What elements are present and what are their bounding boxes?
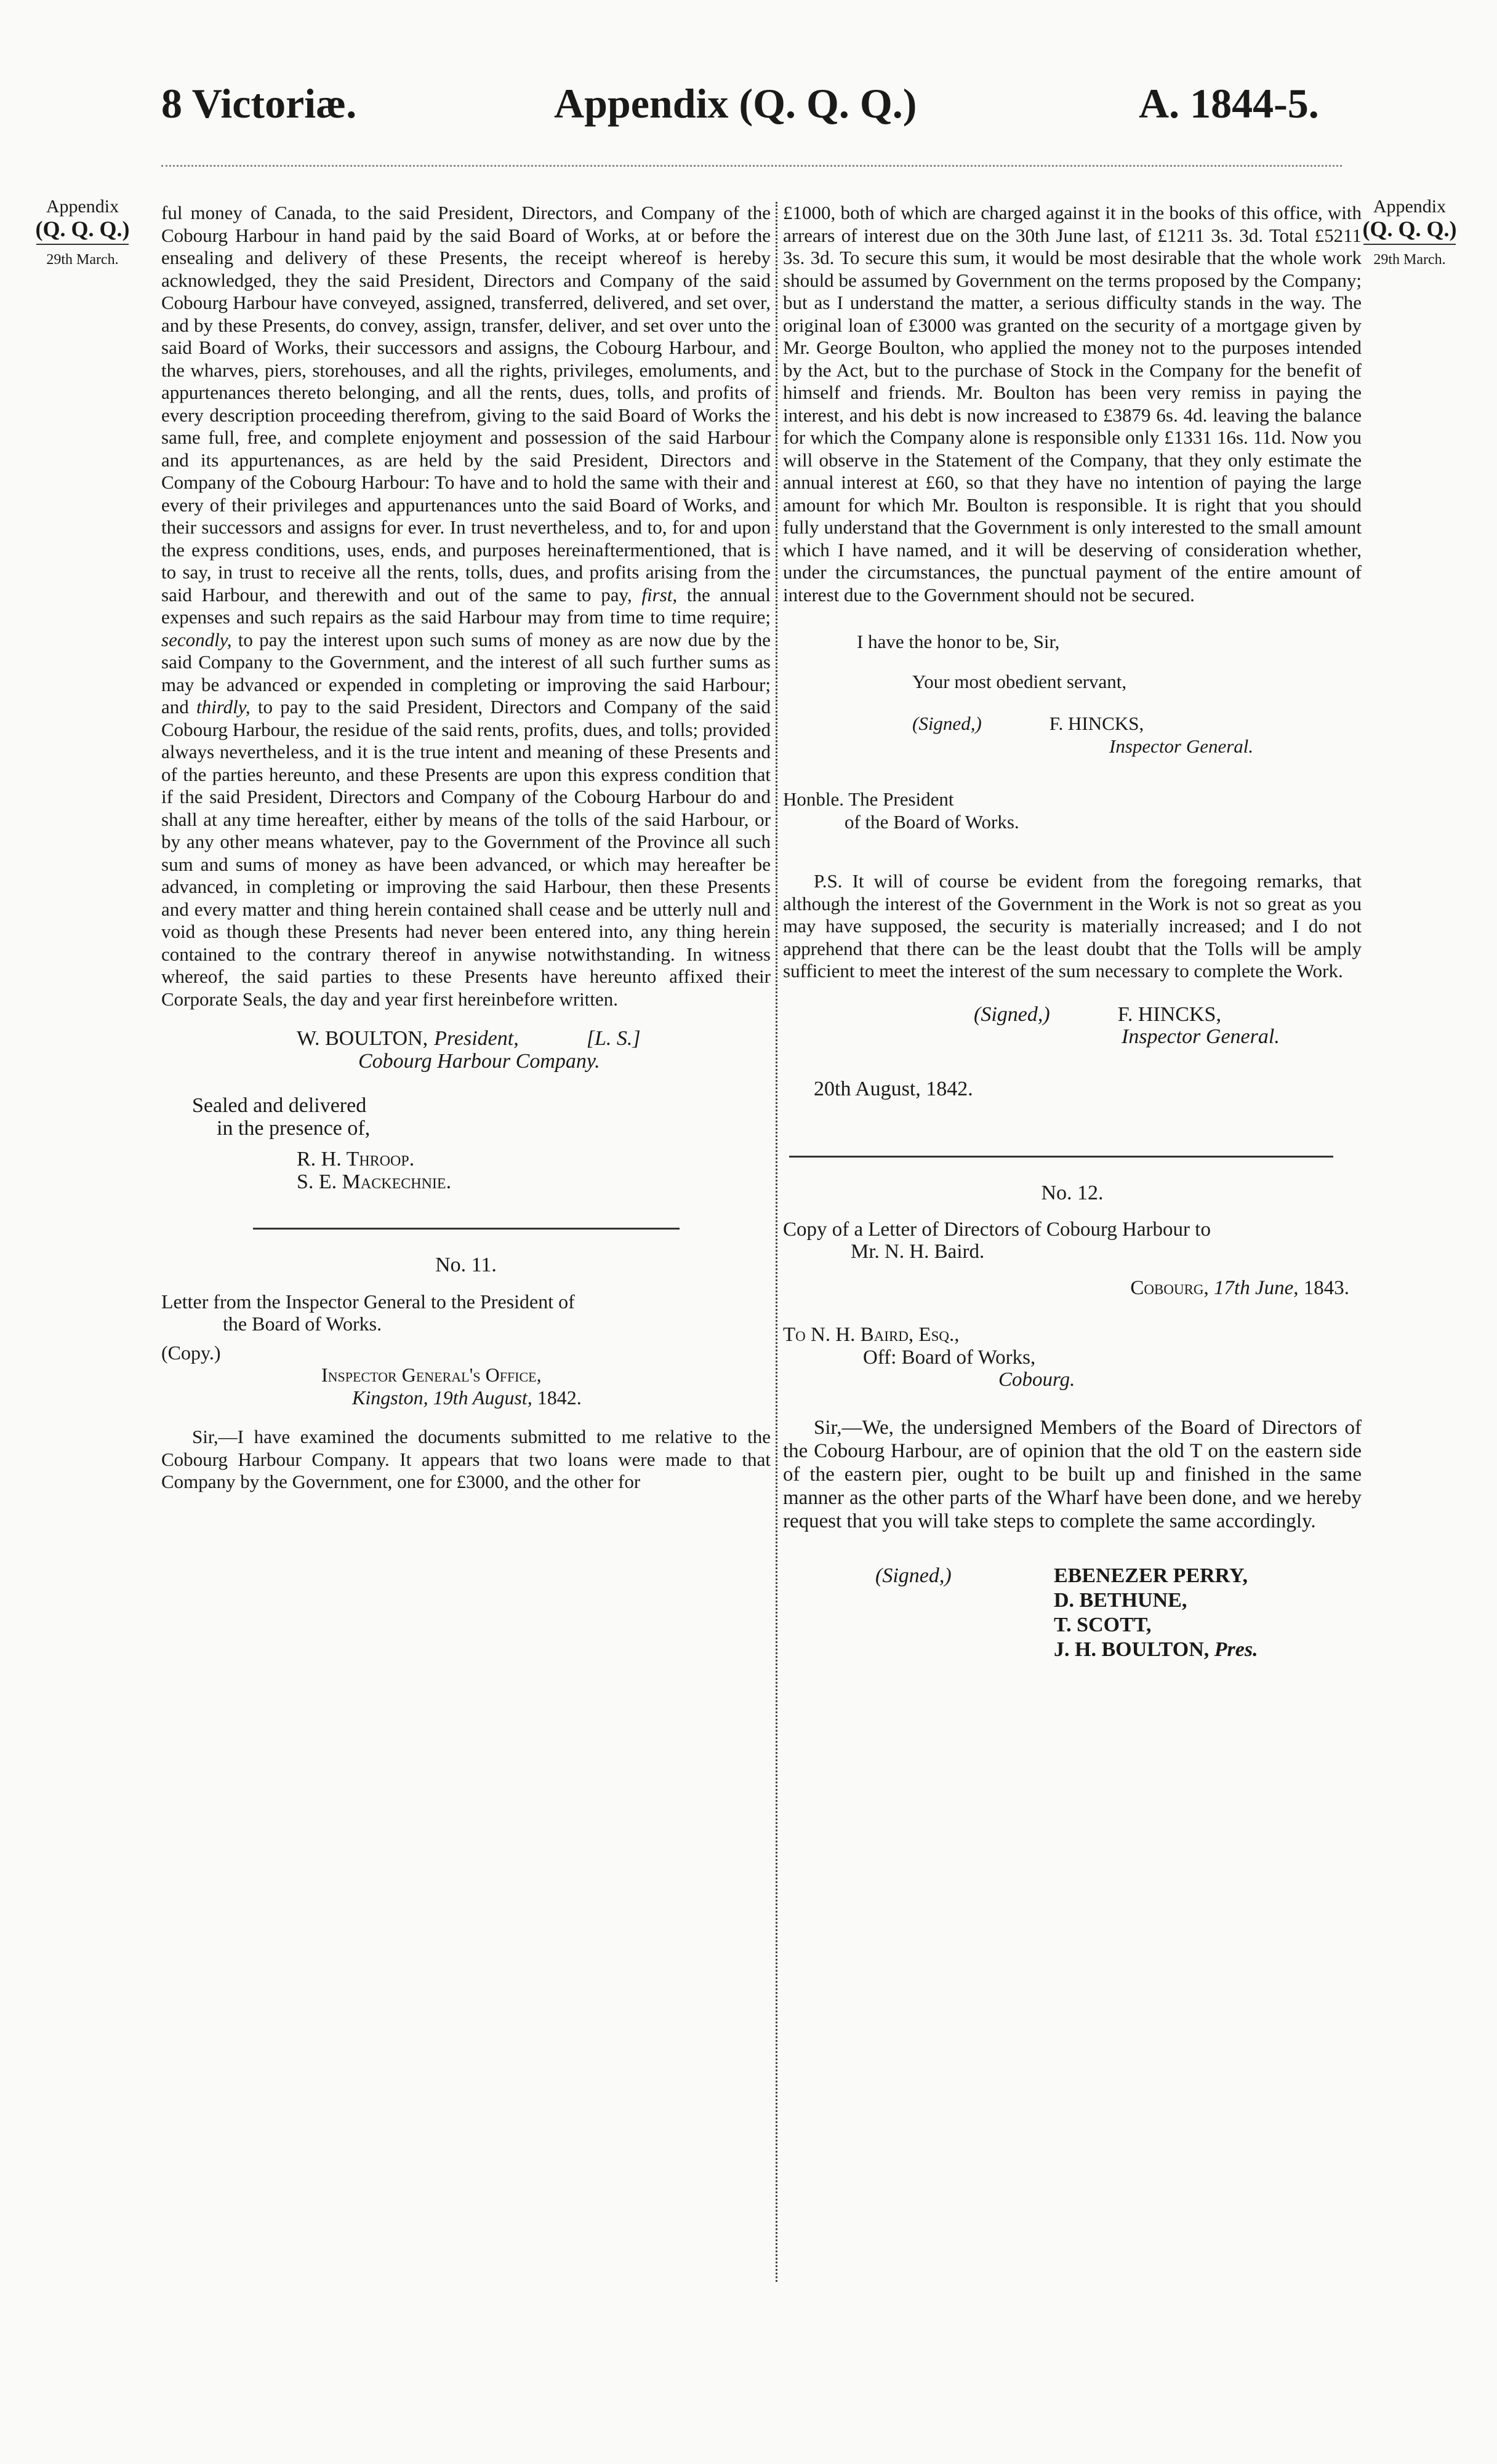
sealed-delivered: Sealed and delivered	[192, 1094, 367, 1117]
presence-of: in the presence of,	[217, 1116, 371, 1140]
signatory-title: President,	[434, 1027, 519, 1050]
letter-12-body: Sir,—We, the undersigned Members of the Board of Directors of the Cobourg Harbour, are of opinion that the old T on the eastern side of the eastern pier, ought to be built up and finished in the same manner as the other parts of the Wharf have been done, and we hereby request that you will take steps to complete the same accordingly.	[783, 1416, 1362, 1532]
postscript: P.S. It will of course be evident from the foregoing remarks, that although the interest of the Government in the Work is not so great as you may have supposed, the security is materially increased; and I do not apprehend that there can be the least doubt that the Tolls will be amply sufficient to meet the interest of the sum necessary to complete the Work.	[783, 870, 1362, 982]
left-column	[161, 202, 771, 1494]
signatory-name: F. HINCKS,	[1049, 713, 1144, 734]
company-name: Cobourg Harbour Company.	[358, 1049, 600, 1073]
office-heading: Inspector General's Office,	[321, 1364, 542, 1386]
margin-note-right	[1352, 196, 1467, 271]
letter-11-title-2: the Board of Works.	[223, 1313, 382, 1335]
signatory-name: W. BOULTON,	[297, 1027, 428, 1050]
directors-signatures	[783, 1564, 1362, 1662]
right-column	[783, 202, 1362, 1662]
letter-12-dateline: Cobourg, 17th June, 1843.	[1130, 1276, 1349, 1299]
margin-note-label: Appendix	[46, 196, 119, 217]
deed-text: ful money of Canada, to the said President, Directors, and Company of the Cobourg Harbour in hand paid by the said Board of Works, at or before the ensealing and delivery of these Presents, the receipt whereof is hereby acknowledged, they the said President, Directors and Company of the said Cobourg Harbour have conveyed, assigned, transferred, delivered, and set over, and by these Presents, do convey, assign, transfer, deliver, and set over unto the said Board of Works, their successors and assigns, the Cobourg Harbour, and the wharves, piers, storehouses, and all the rights, privileges, emoluments, and appurtenances thereto belonging, and all the rents, dues, tolls, and profits of every description proceeding therefrom, giving to the said Board of Works the same full, free, and complete enjoyment and possession of the said Harbour and its appurtenances, as are held by the said President, Directors and Company of the Cobourg Harbour: To have and to hold the same with their and every of their privileges and appurtenances unto the said Board of Works, and their successors and assigns for ever. In trust nevertheless, and to, for and upon the express conditions, uses, ends, and purposes hereinaftermentioned, that is to say, in trust to receive all the rents, tolls, dues, and profits arising from the said Harbour, and therewith and out of the same to pay, first, the annual expenses and such repairs as the said Harbour may from time to time require; secondly, to pay the interest upon such sums of money as are now due by the said Company to the Government, and the interest of all such further sums as may be advanced or expended in completing or improving the said Harbour; and thirdly, to pay to the said President, Directors and Company of the said Cobourg Harbour, the residue of the said rents, profits, dues, and tolls; provided always nevertheless, and it is the true intent and meaning of these Presents and of the parties hereunto, and these Presents are upon this express condition that if the said President, Directors and Company of the Cobourg Harbour do and shall at any time hereafter, either by means of the tolls of the said Harbour, or by any other means whatever, pay to the Government of the Province all such sum and sums of money as have been advanced, or which may hereafter be advanced, in completing or improving the said Harbour, then these Presents and every matter and thing herein contained shall cease and be utterly null and void as though these Presents had never been entered into, any thing herein contained to the contrary thereof in anywise notwithstanding. In witness whereof, the said parties to these Presents have hereunto affixed their Corporate Seals, the day and year first hereinbefore written.	[161, 202, 771, 1010]
addressee-1: Honble. The President	[783, 788, 954, 810]
letter-12-title-2: Mr. N. H. Baird.	[851, 1241, 985, 1263]
section-no-12: No. 12.	[1041, 1182, 1104, 1204]
recipient-place: Cobourg.	[998, 1369, 1075, 1391]
signed-label: (Signed,)	[875, 1564, 952, 1587]
signed-label: (Signed,)	[912, 713, 982, 734]
witness-throop: R. H. Throop.	[297, 1148, 415, 1170]
margin-note-label: Appendix	[1373, 196, 1447, 217]
letter-11-body-cont: £1000, both of which are charged against it in the books of this office, with arrears of interest due on the 30th June last, of £1211 3s. 3d. Total £5211 3s. 3d. To secure this sum, it would be most desirable that the whole work should be assumed by Government on the terms proposed by the Company; but as I understand the matter, a serious difficulty stands in the way. The original loan of £3000 was granted on the security of a mortgage given by Mr. George Boulton, who applied the money not to the purposes intended by the Act, but to the purchase of Stock in the Company for the benefit of himself and friends. Mr. Boulton has been very remiss in paying the interest, and his debt is now increased to £3879 6s. 4d. leaving the balance for which the Company alone is responsible only £1331 16s. 11d. Now you will observe in the Statement of the Company, that they only estimate the annual interest at £60, so that they have no intention of paying the large amount for which Mr. Boulton is responsible. It is right that you should fully understand that the Government is only interested to the small amount which I have named, and it will be deserving of consideration whether, under the circumstances, the punctual payment of the entire amount of interest due to the Government should not be secured.	[783, 202, 1362, 606]
margin-note-left	[25, 196, 140, 271]
director-boulton: J. H. BOULTON, Pres.	[1054, 1638, 1258, 1661]
letter-date: 20th August, 1842.	[814, 1077, 973, 1100]
letter-12-title-1: Copy of a Letter of Directors of Cobourg Harbour to	[783, 1218, 1211, 1241]
recipient-office: Off: Board of Works,	[863, 1346, 1036, 1369]
witness-mackechnie: S. E. Mackechnie.	[297, 1170, 452, 1193]
hincks-signature-2	[783, 1004, 1362, 1026]
closing-honor: I have the honor to be, Sir,	[857, 631, 1060, 652]
header-rule	[161, 165, 1342, 167]
letter-11-title-1: Letter from the Inspector General to the President of	[161, 1290, 575, 1313]
header-year: A. 1844-5.	[1139, 80, 1319, 127]
margin-note-appendix: (Q. Q. Q.)	[1362, 217, 1457, 241]
signed-label: (Signed,)	[974, 1002, 1050, 1026]
section-no-11: No. 11.	[435, 1254, 497, 1276]
hincks-signature-1	[783, 713, 1362, 735]
header-appendix: Appendix (Q. Q. Q.)	[554, 80, 917, 127]
column-separator	[776, 202, 777, 2282]
addressee-2: of the Board of Works.	[845, 810, 1019, 833]
header-session: 8 Victoriæ.	[161, 80, 357, 127]
director-bethune: D. BETHUNE,	[1054, 1588, 1187, 1612]
signatory-title: Inspector General.	[1122, 1025, 1280, 1048]
recipient-name: To N. H. Baird, Esq.,	[783, 1324, 960, 1346]
margin-note-rule	[1363, 244, 1456, 245]
signatory-title: Inspector General.	[1109, 735, 1254, 757]
margin-note-appendix: (Q. Q. Q.)	[35, 217, 130, 241]
office-dateline: Kingston, 19th August, 1842.	[352, 1386, 582, 1409]
director-perry: EBENEZER PERRY,	[1054, 1564, 1248, 1587]
signatory-name: F. HINCKS,	[1117, 1002, 1221, 1026]
margin-note-date: 29th March.	[46, 252, 119, 268]
letter-11-body-start: Sir,—I have examined the documents submitted to me relative to the Cobourg Harbour Company. It appears that two loans were made to that Company by the Government, one for £3000, and the other for	[161, 1426, 771, 1492]
copy-label: (Copy.)	[161, 1341, 221, 1364]
boulton-signature	[161, 1028, 771, 1050]
margin-note-rule	[36, 244, 129, 245]
seal-mark: [L. S.]	[586, 1027, 641, 1050]
director-scott: T. SCOTT,	[1054, 1613, 1152, 1636]
closing-servant: Your most obedient servant,	[912, 670, 1127, 692]
margin-note-date: 29th March.	[1373, 252, 1446, 268]
